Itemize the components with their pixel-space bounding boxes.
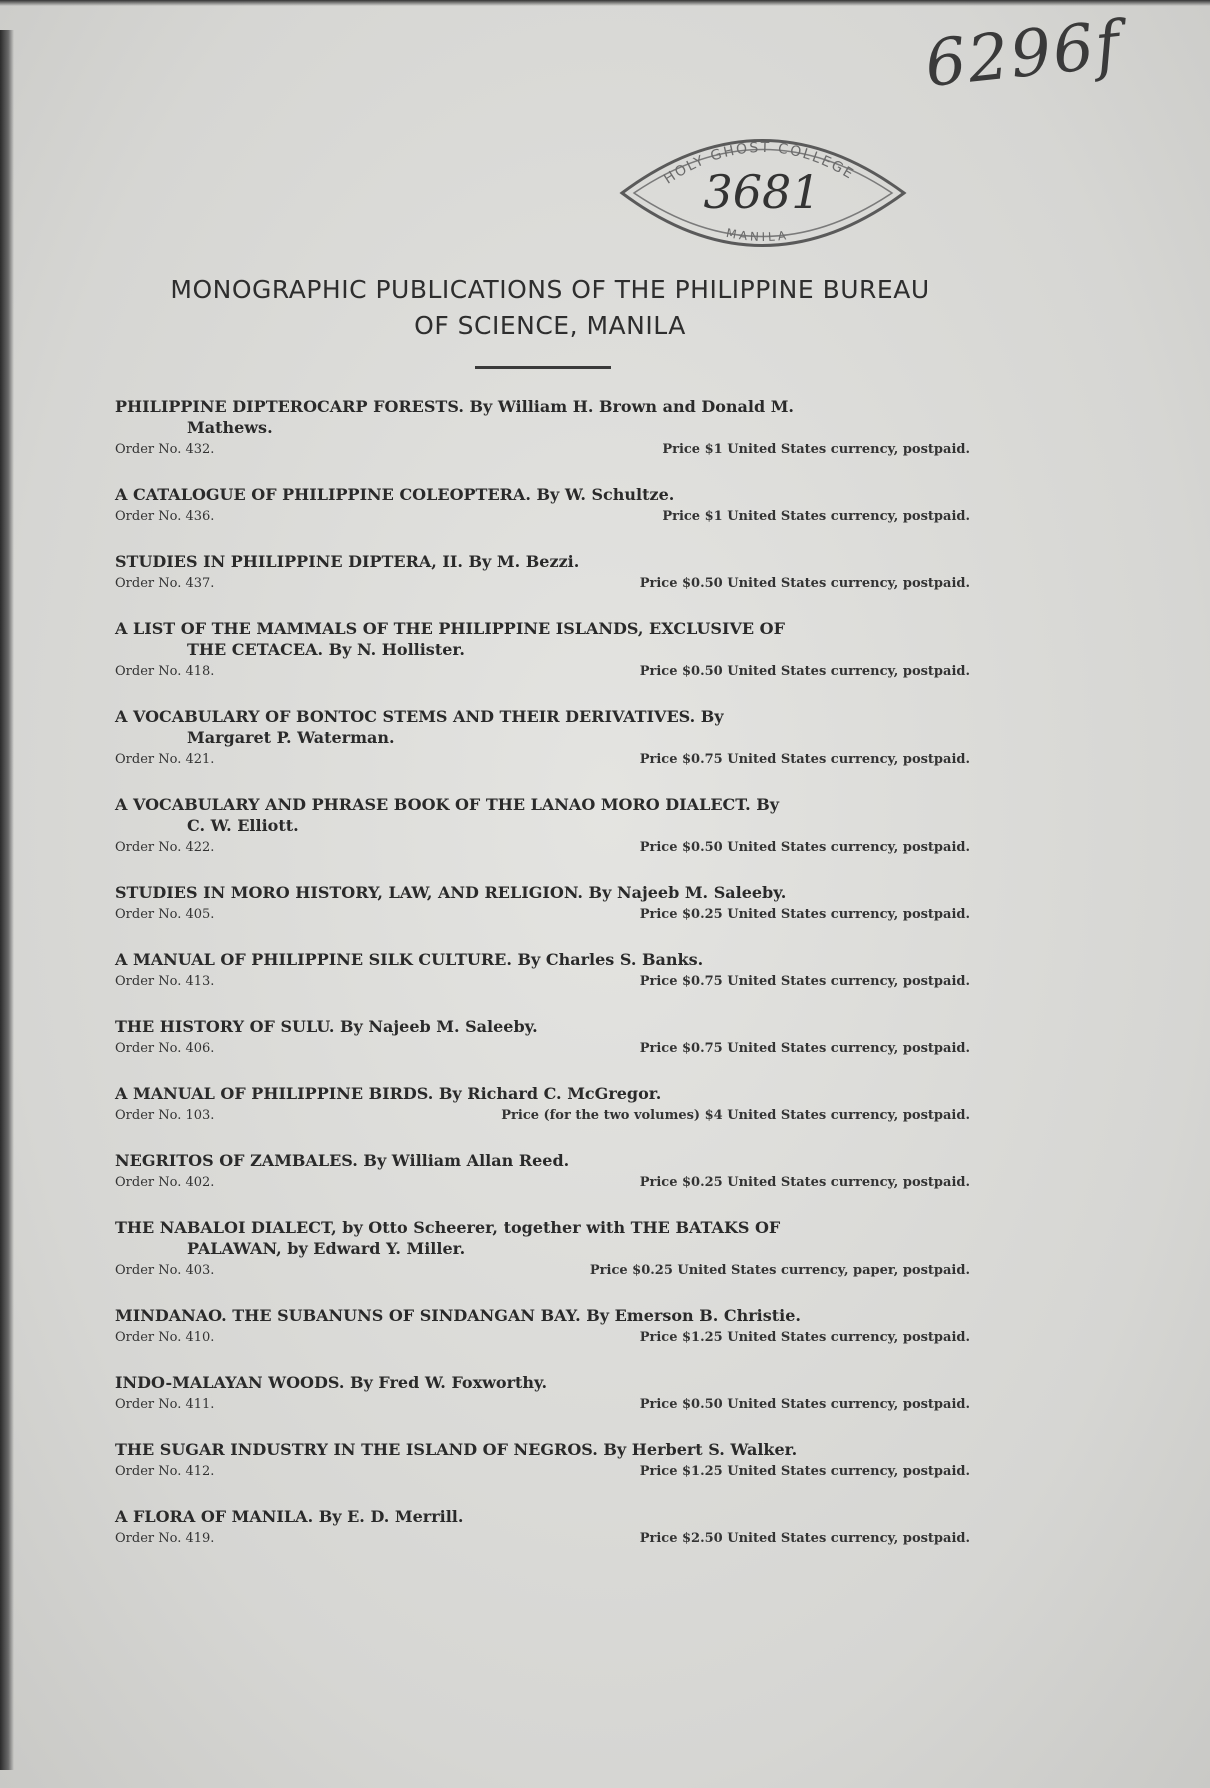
publication-title xyxy=(115,706,970,748)
publication-title-continuation: C. W. Elliott. xyxy=(187,816,299,835)
publication-title xyxy=(115,396,970,438)
price: Price $0.50 United States currency, postpaid. xyxy=(639,1397,970,1412)
publication-title xyxy=(115,794,970,836)
publication-title-text: THE HISTORY OF SULU. By Najeeb M. Saleeby. xyxy=(115,1017,538,1036)
price: Price $0.50 United States currency, postpaid. xyxy=(639,840,970,855)
price: Price $0.50 United States currency, postpaid. xyxy=(639,664,970,679)
publication-title xyxy=(115,1083,970,1104)
order-number: Order No. 405. xyxy=(115,907,215,922)
order-line xyxy=(115,1328,970,1348)
publication-title-continuation: THE CETACEA. By N. Hollister. xyxy=(187,640,465,659)
digitization-footer xyxy=(2,1776,162,1786)
publication-entry xyxy=(115,1083,970,1126)
publication-title xyxy=(115,1217,970,1259)
publication-entry xyxy=(115,1305,970,1348)
price: Price $0.75 United States currency, postpaid. xyxy=(639,752,970,767)
order-line xyxy=(115,574,970,594)
publication-title-text: A FLORA OF MANILA. By E. D. Merrill. xyxy=(115,1507,464,1526)
publication-title-text: A MANUAL OF PHILIPPINE BIRDS. By Richard C. McGregor. xyxy=(115,1084,662,1103)
title-line-1: MONOGRAPHIC PUBLICATIONS OF THE PHILIPPINE BUREAU xyxy=(170,275,930,304)
publication-title-continuation: PALAWAN, by Edward Y. Miller. xyxy=(187,1239,466,1258)
publication-title xyxy=(115,1150,970,1171)
price: Price $0.75 United States currency, postpaid. xyxy=(639,974,970,989)
order-number: Order No. 403. xyxy=(115,1263,215,1278)
publication-entry xyxy=(115,949,970,992)
order-number: Order No. 419. xyxy=(115,1531,215,1546)
order-number: Order No. 422. xyxy=(115,840,215,855)
order-number: Order No. 413. xyxy=(115,974,215,989)
publication-entry xyxy=(115,1439,970,1482)
publication-entry xyxy=(115,1506,970,1549)
title-divider xyxy=(475,366,611,369)
publication-entry xyxy=(115,1217,970,1281)
price: Price $0.25 United States currency, postpaid. xyxy=(639,1175,970,1190)
publication-title-text: PHILIPPINE DIPTEROCARP FORESTS. By William H. Brown and Donald M. xyxy=(115,397,794,416)
order-number: Order No. 103. xyxy=(115,1108,215,1123)
publication-title-text: THE NABALOI DIALECT, by Otto Scheerer, together with THE BATAKS OF xyxy=(115,1218,781,1237)
top-page-edge xyxy=(0,0,1210,6)
price: Price $0.75 United States currency, postpaid. xyxy=(639,1041,970,1056)
stamp-graphic xyxy=(612,118,912,264)
publication-title-text: NEGRITOS OF ZAMBALES. By William Allan Reed. xyxy=(115,1151,570,1170)
publication-title xyxy=(115,1439,970,1460)
publication-title-text: INDO-MALAYAN WOODS. By Fred W. Foxworthy. xyxy=(115,1373,548,1392)
order-line xyxy=(115,1039,970,1059)
publication-entry xyxy=(115,618,970,682)
order-line xyxy=(115,838,970,858)
publication-title xyxy=(115,882,970,903)
publication-title xyxy=(115,949,970,970)
order-line xyxy=(115,1529,970,1549)
order-line xyxy=(115,1395,970,1415)
price: Price (for the two volumes) $4 United States currency, postpaid. xyxy=(501,1108,970,1123)
stamp-bottom-text: MANILA xyxy=(724,225,790,245)
order-line xyxy=(115,1173,970,1193)
order-line xyxy=(115,507,970,527)
price: Price $0.25 United States currency, postpaid. xyxy=(639,907,970,922)
publication-title xyxy=(115,551,970,572)
order-number: Order No. 418. xyxy=(115,664,215,679)
order-number: Order No. 437. xyxy=(115,576,215,591)
publication-title-text: A VOCABULARY AND PHRASE BOOK OF THE LANAO MORO DIALECT. By xyxy=(115,795,780,814)
order-line xyxy=(115,1106,970,1126)
order-line xyxy=(115,905,970,925)
stamp-top-text: HOLY GHOST COLLEGE xyxy=(661,139,858,188)
publication-title-text: MINDANAO. THE SUBANUNS OF SINDANGAN BAY. By Emerson B. Christie. xyxy=(115,1306,801,1325)
price: Price $0.50 United States currency, postpaid. xyxy=(639,576,970,591)
order-number: Order No. 436. xyxy=(115,509,215,524)
price: Price $1 United States currency, postpaid. xyxy=(662,442,970,457)
order-number: Order No. 411. xyxy=(115,1397,215,1412)
publication-entry xyxy=(115,794,970,858)
order-number: Order No. 410. xyxy=(115,1330,215,1345)
order-line xyxy=(115,1462,970,1482)
publication-title-text: STUDIES IN MORO HISTORY, LAW, AND RELIGION. By Najeeb M. Saleeby. xyxy=(115,883,787,902)
publication-entry xyxy=(115,882,970,925)
stamp-number: 3681 xyxy=(703,165,821,219)
order-number: Order No. 421. xyxy=(115,752,215,767)
order-number: Order No. 432. xyxy=(115,442,215,457)
handwritten-catalog-number: 6296f xyxy=(921,7,1125,103)
page-title xyxy=(110,272,990,344)
publication-title xyxy=(115,1016,970,1037)
publication-title xyxy=(115,1372,970,1393)
publication-list xyxy=(115,396,970,1573)
publication-title-continuation: Mathews. xyxy=(187,418,273,437)
svg-text:MANILA xyxy=(725,226,790,244)
publication-entry xyxy=(115,396,970,460)
price: Price $0.25 United States currency, paper, postpaid. xyxy=(589,1263,970,1278)
order-line xyxy=(115,972,970,992)
publication-title-continuation: Margaret P. Waterman. xyxy=(187,728,395,747)
publication-entry xyxy=(115,706,970,770)
publication-entry xyxy=(115,1016,970,1059)
publication-title-text: STUDIES IN PHILIPPINE DIPTERA, II. By M. Bezzi. xyxy=(115,552,580,571)
price: Price $1.25 United States currency, postpaid. xyxy=(639,1330,970,1345)
order-number: Order No. 402. xyxy=(115,1175,215,1190)
order-line xyxy=(115,1261,970,1281)
publication-title-text: A LIST OF THE MAMMALS OF THE PHILIPPINE ISLANDS, EXCLUSIVE OF xyxy=(115,619,785,638)
price: Price $1 United States currency, postpaid. xyxy=(662,509,970,524)
order-line xyxy=(115,662,970,682)
publication-entry xyxy=(115,1372,970,1415)
publication-entry xyxy=(115,551,970,594)
publication-title xyxy=(115,1506,970,1527)
price: Price $1.25 United States currency, postpaid. xyxy=(639,1464,970,1479)
library-stamp xyxy=(612,118,912,264)
publication-entry xyxy=(115,484,970,527)
order-line xyxy=(115,750,970,770)
order-number: Order No. 406. xyxy=(115,1041,215,1056)
publication-title xyxy=(115,618,970,660)
publication-title-text: A VOCABULARY OF BONTOC STEMS AND THEIR DERIVATIVES. By xyxy=(115,707,724,726)
publication-entry xyxy=(115,1150,970,1193)
publication-title xyxy=(115,484,970,505)
publication-title-text: A CATALOGUE OF PHILIPPINE COLEOPTERA. By W. Schultze. xyxy=(115,485,675,504)
title-line-2: OF SCIENCE, MANILA xyxy=(414,311,686,340)
order-line xyxy=(115,440,970,460)
price: Price $2.50 United States currency, postpaid. xyxy=(639,1531,970,1546)
order-number: Order No. 412. xyxy=(115,1464,215,1479)
publication-title xyxy=(115,1305,970,1326)
publication-title-text: A MANUAL OF PHILIPPINE SILK CULTURE. By Charles S. Banks. xyxy=(115,950,704,969)
left-binding-edge xyxy=(0,30,14,1770)
publication-title-text: THE SUGAR INDUSTRY IN THE ISLAND OF NEGROS. By Herbert S. Walker. xyxy=(115,1440,798,1459)
